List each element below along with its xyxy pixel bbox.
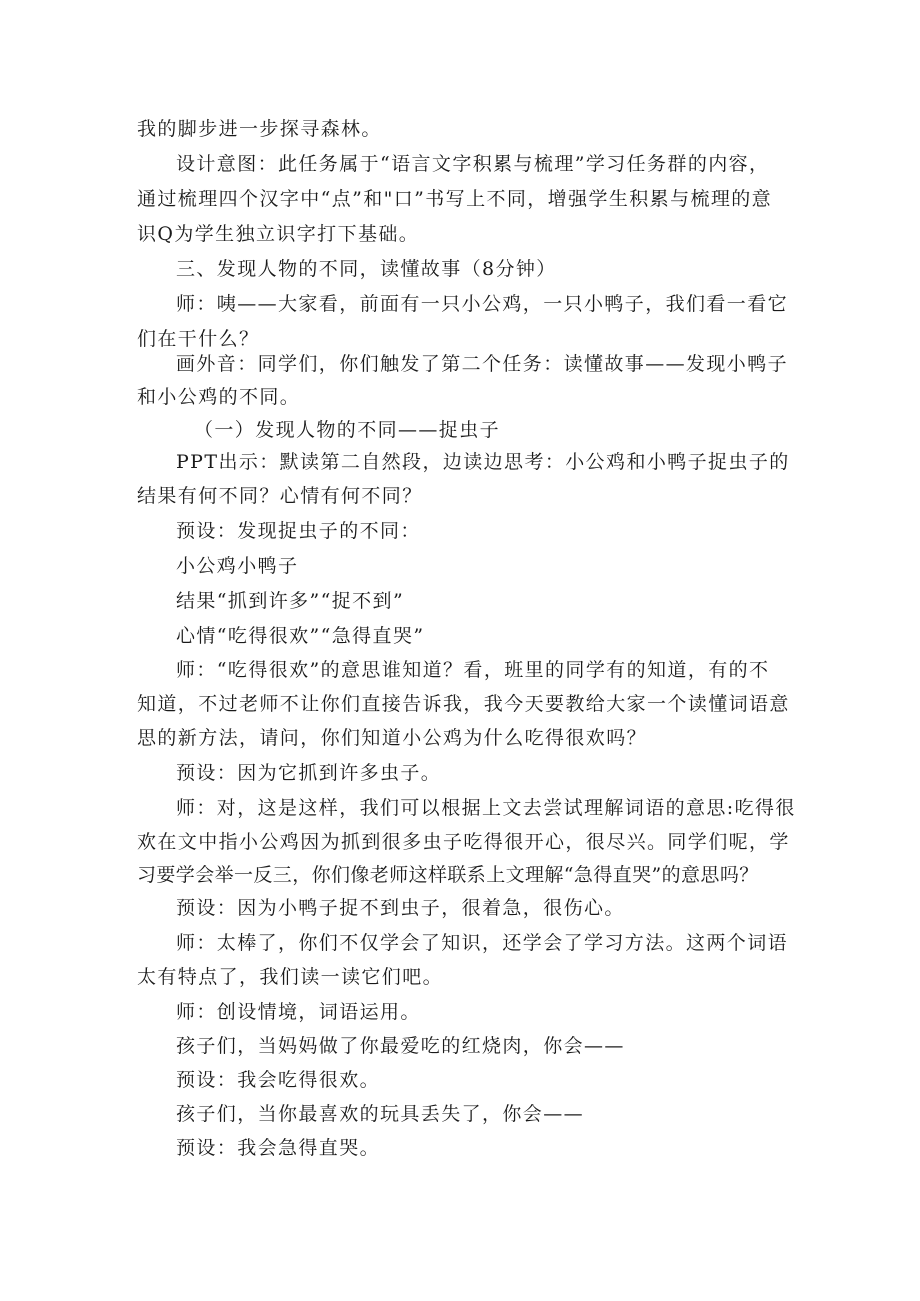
text-line: 师：咦——大家看，前面有一只小公鸡，一只小鸭子，我们看一看它 — [176, 293, 789, 315]
text-line: 和小公鸡的不同。 — [137, 386, 301, 408]
text-line: 预设：因为小鸭子捉不到虫子，很着急，很伤心。 — [176, 897, 625, 919]
text-line: 思的新方法，请问，你们知道小公鸡为什么吃得很欢吗？ — [137, 727, 648, 749]
text-line: 习要学会举一反三，你们像老师这样联系上文理解“急得直哭”的意思吗？ — [137, 864, 759, 886]
text-line: 预设：因为它抓到许多虫子。 — [176, 762, 442, 784]
text-line: 心情“吃得很欢”“急得直哭” — [176, 625, 425, 647]
text-line: 欢在文中指小公鸡因为抓到很多虫子吃得很开心，很尽兴。同学们呢，学 — [137, 831, 790, 853]
text-line: 画外音：同学们，你们触发了第二个任务：读懂故事——发现小鸭子 — [176, 353, 789, 375]
text-line: 师：创设情境，词语运用。 — [176, 1001, 421, 1023]
text-line: 我的脚步进一步探寻森林。 — [137, 118, 382, 140]
text-line: 师：太棒了，你们不仅学会了知识，还学会了学习方法。这两个词语 — [176, 932, 789, 954]
text-line: 预设：发现捉虫子的不同： — [176, 520, 421, 542]
section-heading: 三、发现人物的不同，读懂故事（8分钟） — [176, 258, 557, 280]
text-line: 们在干什么？ — [137, 328, 260, 350]
text-line: 师：“吃得很欢”的意思谁知道？看，班里的同学有的知道，有的不 — [176, 659, 770, 681]
text-line: 结果“抓到许多”“捉不到” — [176, 590, 405, 612]
text-line: 结果有何不同？心情有何不同？ — [137, 485, 423, 507]
text-line: 预设：我会吃得很欢。 — [176, 1069, 381, 1091]
text-line: 师：对，这是这样，我们可以根据上文去尝试理解词语的意思:吃得很 — [176, 797, 796, 819]
text-line: 预设：我会急得直哭。 — [176, 1137, 381, 1159]
text-line: 孩子们，当你最喜欢的玩具丢失了，你会—— — [176, 1103, 585, 1125]
text-line: 通过梳理四个汉字中“点”和"口”书写上不同，增强学生积累与梳理的意 — [137, 188, 773, 210]
text-line: 小公鸡小鸭子 — [176, 555, 299, 577]
text-line: 孩子们，当妈妈做了你最爱吃的红烧肉，你会—— — [176, 1035, 625, 1057]
subsection-heading: （一）发现人物的不同——捉虫子 — [194, 419, 501, 441]
text-line: 知道，不过老师不让你们直接告诉我，我今天要教给大家一个读懂词语意 — [137, 693, 790, 715]
text-line: 设计意图：此任务属于“语言文字积累与梳理”学习任务群的内容， — [176, 153, 770, 175]
text-line: PPT出示：默读第二自然段，边读边思考：小公鸡和小鸭子捉虫子的 — [176, 451, 790, 473]
text-line: 太有特点了，我们读一读它们吧。 — [137, 966, 444, 988]
text-line: 识Q为学生独立识字打下基础。 — [137, 223, 420, 245]
